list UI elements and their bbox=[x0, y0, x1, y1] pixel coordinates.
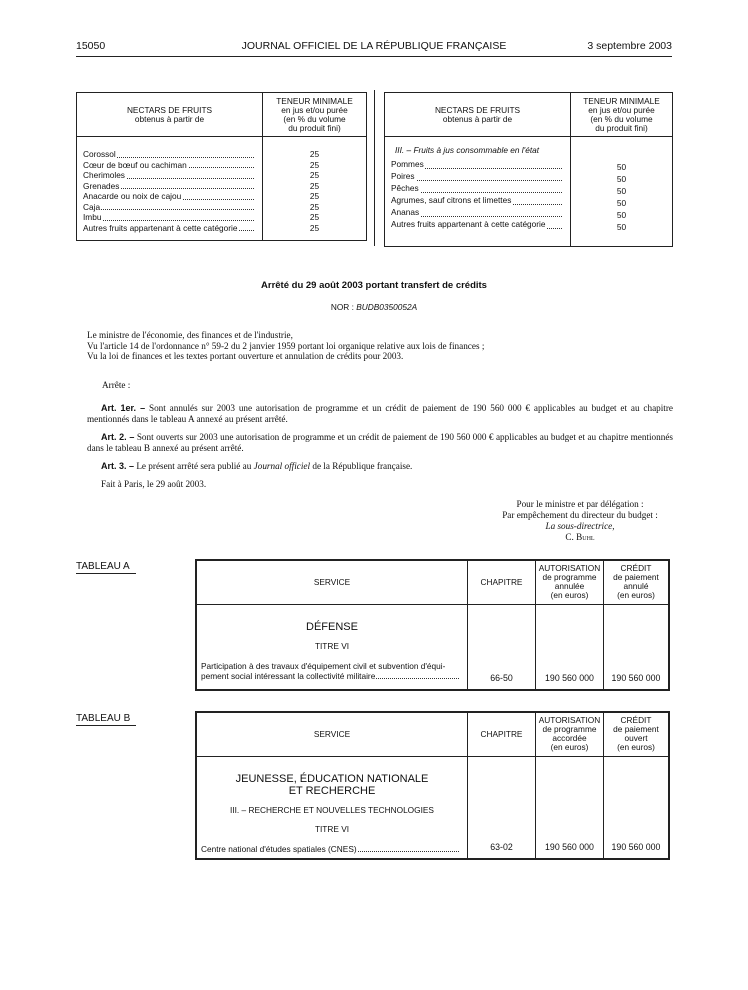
list-item: Pommes bbox=[391, 159, 566, 171]
list-item: Cherimoles bbox=[83, 170, 258, 181]
service-cell bbox=[196, 604, 468, 690]
list-item: Autres fruits appartenant à cette catégorie bbox=[83, 223, 258, 234]
titre-heading: TITRE VI bbox=[314, 823, 350, 834]
cell-value: 25 bbox=[309, 170, 320, 180]
nectar-table-left bbox=[76, 92, 367, 241]
autorisation-value: 190 560 000 bbox=[536, 756, 604, 859]
column-divider bbox=[374, 90, 375, 246]
section-heading: III. – Fruits à jus consommable en l'état bbox=[395, 145, 540, 155]
table-row: Centre national d'études spatiales (CNES) bbox=[201, 844, 463, 855]
cell-value: 50 bbox=[616, 221, 627, 232]
col-header-autorisation: AUTORISATION de programme annulée (en euros) bbox=[536, 560, 604, 604]
col-header-teneur: TENEUR MINIMALE en jus et/ou purée (en % du volume du produit fini) bbox=[263, 93, 367, 137]
col-header-service: SERVICE bbox=[196, 712, 468, 756]
article-2: Art. 2. – Sont ouverts sur 2003 une autorisation de programme et un crédit de paiement de 190 560 000 € applicables au budget et au chapitre mentionnés dans le tableau B annexé au présent arrêté. bbox=[87, 432, 673, 453]
header-rule bbox=[76, 56, 672, 57]
decree-title: Arrêté du 29 août 2003 portant transfert de crédits bbox=[261, 280, 487, 291]
tableau-b-label: TABLEAU B bbox=[76, 713, 136, 726]
table-row: Participation à des travaux d'équipement civil et subvention d'équi- pement social intéressant la collectivité militaire bbox=[201, 661, 463, 682]
fruit-values bbox=[571, 137, 673, 247]
cell-value: 50 bbox=[616, 185, 627, 196]
tableau-a-label: TABLEAU A bbox=[76, 561, 136, 574]
tableau-a bbox=[195, 559, 670, 691]
cell-value: 50 bbox=[616, 173, 627, 184]
col-header-autorisation: AUTORISATION de programme accordée (en euros) bbox=[536, 712, 604, 756]
list-item: Poires bbox=[391, 171, 566, 183]
signature-block: Pour le ministre et par délégation : Par empêchement du directeur du budget : La sous-directrice, C. Buhl bbox=[502, 499, 658, 542]
list-item: Grenades bbox=[83, 181, 258, 192]
nor-reference: NOR : BUDB0350052A bbox=[330, 302, 418, 312]
cell-value: 50 bbox=[616, 209, 627, 220]
list-item: Cœur de bœuf ou cachiman bbox=[83, 160, 258, 171]
list-item: Imbu bbox=[83, 212, 258, 223]
credit-value: 190 560 000 bbox=[604, 604, 670, 690]
ministry-heading: DÉFENSE bbox=[306, 620, 358, 633]
list-item: Pêches bbox=[391, 183, 566, 195]
cell-value: 25 bbox=[309, 191, 320, 201]
tableau-b bbox=[195, 711, 670, 860]
page-number: 15050 bbox=[76, 40, 106, 52]
article-1: Art. 1er. – Sont annulés sur 2003 une autorisation de programme et un crédit de paiement de 190 560 000 € applicables au budget et au chapitre mentionnés dans le tableau A annexé au présent arrêté. bbox=[87, 403, 673, 424]
col-header-chapitre: CHAPITRE bbox=[468, 560, 536, 604]
col-header-chapitre: CHAPITRE bbox=[468, 712, 536, 756]
fait-a-paris: Fait à Paris, le 29 août 2003. bbox=[101, 479, 207, 489]
page-date: 3 septembre 2003 bbox=[587, 40, 672, 52]
titre-heading: TITRE VI bbox=[314, 640, 350, 651]
col-header-credit: CRÉDIT de paiement annulé (en euros) bbox=[604, 560, 670, 604]
cell-value: 25 bbox=[309, 180, 320, 191]
chapitre-value: 63-02 bbox=[468, 756, 536, 859]
list-item: Autres fruits appartenant à cette catégorie bbox=[391, 219, 566, 231]
journal-title: JOURNAL OFFICIEL DE LA RÉPUBLIQUE FRANÇAISE bbox=[241, 40, 507, 52]
list-item: Anacarde ou noix de cajou bbox=[83, 191, 258, 202]
list-item: Ananas bbox=[391, 207, 566, 219]
ministry-heading: JEUNESSE, ÉDUCATION NATIONALE ET RECHERCHE bbox=[235, 772, 429, 797]
service-cell bbox=[196, 756, 468, 859]
decree-visa: Le ministre de l'économie, des finances et de l'industrie, Vu l'article 14 de l'ordonnance n° 59-2 du 2 janvier 1959 portant loi organique relative aux lois de finances ; Vu la loi de finances et les textes portant ouverture et annulation de crédits pour 2003. bbox=[87, 330, 485, 361]
col-header-credit: CRÉDIT de paiement ouvert (en euros) bbox=[604, 712, 670, 756]
col-header-nectars: NECTARS DE FRUITS obtenus à partir de bbox=[385, 93, 571, 137]
autorisation-value: 190 560 000 bbox=[536, 604, 604, 690]
credit-value: 190 560 000 bbox=[604, 756, 670, 859]
fruit-labels bbox=[77, 137, 263, 241]
fruit-values bbox=[263, 137, 367, 241]
col-header-service: SERVICE bbox=[196, 560, 468, 604]
col-header-teneur: TENEUR MINIMALE en jus et/ou purée (en % du volume du produit fini) bbox=[571, 93, 673, 137]
chapitre-value: 66-50 bbox=[468, 604, 536, 690]
cell-value: 25 bbox=[309, 212, 320, 222]
cell-value: 25 bbox=[309, 222, 320, 233]
cell-value: 25 bbox=[309, 149, 320, 159]
cell-value: 25 bbox=[309, 159, 320, 170]
article-3: Art. 3. – Le présent arrêté sera publié au Journal officiel de la République française. bbox=[101, 461, 413, 471]
cell-value: 50 bbox=[616, 161, 627, 172]
list-item: Corossol bbox=[83, 149, 258, 160]
list-item: Caja bbox=[83, 202, 258, 213]
section-heading: III. – RECHERCHE ET NOUVELLES TECHNOLOGIES bbox=[230, 804, 434, 815]
col-header-nectars: NECTARS DE FRUITS obtenus à partir de bbox=[77, 93, 263, 137]
list-item: Agrumes, sauf citrons et limettes bbox=[391, 195, 566, 207]
arrete-word: Arrête : bbox=[102, 380, 131, 390]
fruit-labels bbox=[385, 137, 571, 247]
cell-value: 25 bbox=[309, 201, 320, 212]
nectar-table-right bbox=[384, 92, 673, 247]
cell-value: 50 bbox=[616, 197, 627, 208]
